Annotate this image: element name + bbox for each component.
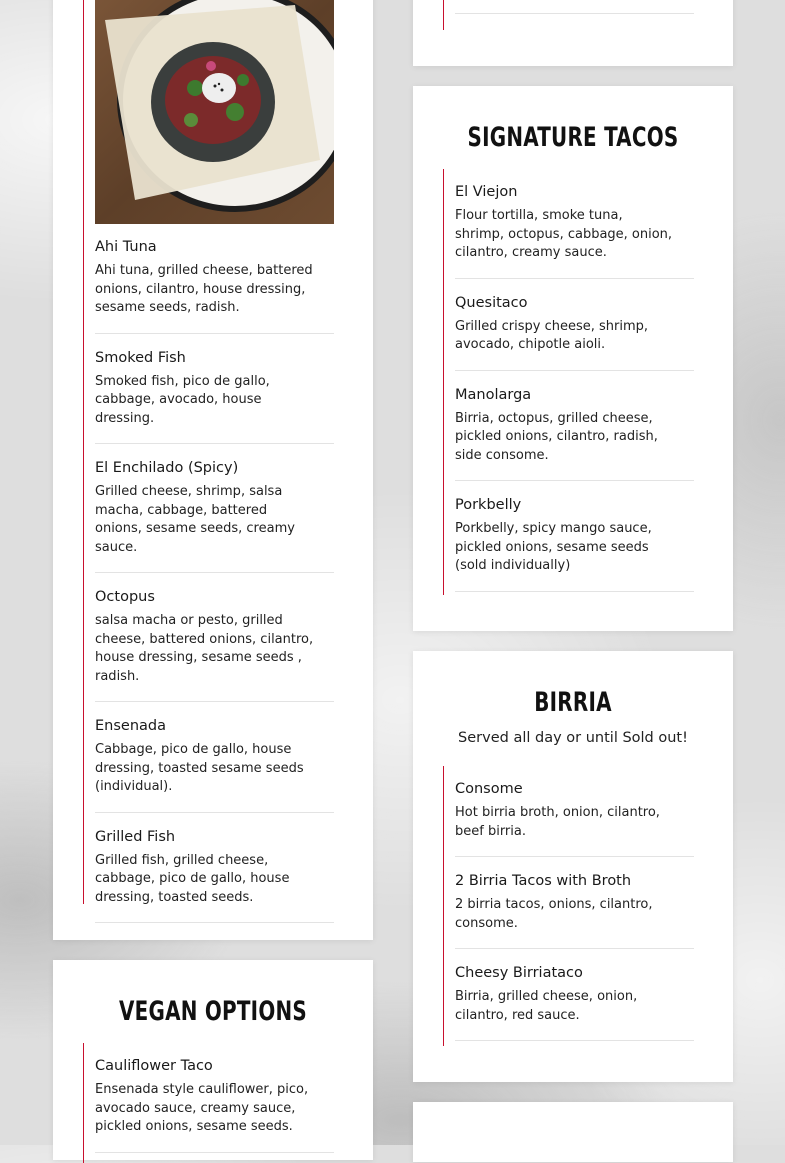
item-description: Ensenada style cauliflower, pico, avocado sauce, creamy sauce, pickled onions, sesame seeds. — [95, 1082, 309, 1134]
list-item — [455, 496, 694, 592]
list-item — [455, 766, 694, 857]
section-title: VEGAN OPTIONS — [118, 996, 308, 1027]
menu-card-next — [413, 1102, 733, 1162]
item-description — [455, 0, 694, 3]
item-description: Hot birria broth, onion, cilantro, beef birria. — [455, 805, 660, 839]
list-item — [95, 588, 334, 702]
section-title: BIRRIA — [534, 687, 612, 718]
item-description: Grilled cheese, shrimp, salsa macha, cabbage, battered onions, sesame seeds, creamy sauce. — [95, 484, 295, 555]
item-name: Manolarga — [455, 386, 532, 403]
item-name: El Viejon — [455, 184, 518, 200]
item-description: Grilled crispy cheese, shrimp, avocado, chipotle aioli. — [455, 318, 649, 352]
menu-list — [443, 0, 694, 30]
item-name: Consome — [455, 781, 523, 797]
list-item — [95, 238, 334, 334]
item-name: El Enchilado (Spicy) — [95, 460, 239, 476]
item-name: Octopus — [95, 589, 155, 605]
item-description: Ahi tuna, grilled cheese, battered onions, cilantro, house dressing, sesame seeds, radish. — [95, 263, 313, 315]
item-description: Flour tortilla, smoke tuna, shrimp, octopus, cabbage, onion, cilantro, creamy sauce. — [455, 208, 673, 260]
item-name: Ensenada — [95, 718, 166, 734]
item-description: Porkbelly, spicy mango sauce, pickled onions, sesame seeds (sold individually) — [455, 521, 652, 573]
menu-list — [83, 1043, 334, 1163]
list-item — [455, 294, 694, 371]
section-title: SIGNATURE TACOS — [467, 122, 679, 153]
item-description: Birria, grilled cheese, onion, cilantro, red sauce. — [455, 989, 638, 1023]
list-item — [455, 872, 694, 949]
item-description: Grilled fish, grilled cheese, cabbage, pico de gallo, house dressing, toasted seeds. — [95, 852, 290, 905]
item-description: salsa macha or pesto, grilled cheese, battered onions, cilantro, house dressing, sesame seeds , radish. — [95, 613, 314, 684]
item-description: Smoked fish, pico de gallo, cabbage, avocado, house dressing. — [95, 373, 270, 426]
item-description: Cabbage, pico de gallo, house dressing, toasted sesame seeds (individual). — [95, 742, 304, 794]
section-subtitle: Served all day or until Sold out! — [458, 730, 688, 746]
item-name: Cauliflower Taco — [95, 1058, 213, 1074]
menu-card-birria — [413, 651, 733, 1082]
list-item — [95, 459, 334, 573]
item-name: Ahi Tuna — [95, 239, 157, 255]
list-item — [455, 964, 694, 1041]
item-name: 2 Birria Tacos with Broth — [455, 873, 632, 889]
menu-card-signature-tacos — [413, 86, 733, 631]
list-item — [95, 349, 334, 445]
list-item — [95, 828, 334, 924]
item-description: Birria, octopus, grilled cheese, pickled onions, cilantro, radish, side consome. — [455, 410, 658, 463]
item-name: Grilled Fish — [95, 828, 176, 845]
item-name: Cheesy Birriataco — [455, 965, 583, 981]
list-item — [455, 169, 694, 279]
menu-list — [443, 766, 694, 1046]
menu-list — [443, 169, 694, 595]
item-name: Quesitaco — [455, 294, 528, 311]
menu-card-partial — [413, 0, 733, 66]
list-item — [455, 0, 694, 14]
item-name: Smoked Fish — [95, 349, 186, 366]
menu-card-vegan — [53, 960, 373, 1160]
list-item — [95, 717, 334, 813]
item-name: Porkbelly — [455, 497, 522, 513]
list-item — [95, 1043, 334, 1153]
menu-card-seafood-tacos — [53, 0, 373, 940]
ahi-tuna-taco-photo — [84, 0, 334, 224]
menu-list — [83, 0, 334, 904]
item-description: 2 birria tacos, onions, cilantro, consome. — [455, 897, 653, 931]
list-item — [455, 386, 694, 482]
